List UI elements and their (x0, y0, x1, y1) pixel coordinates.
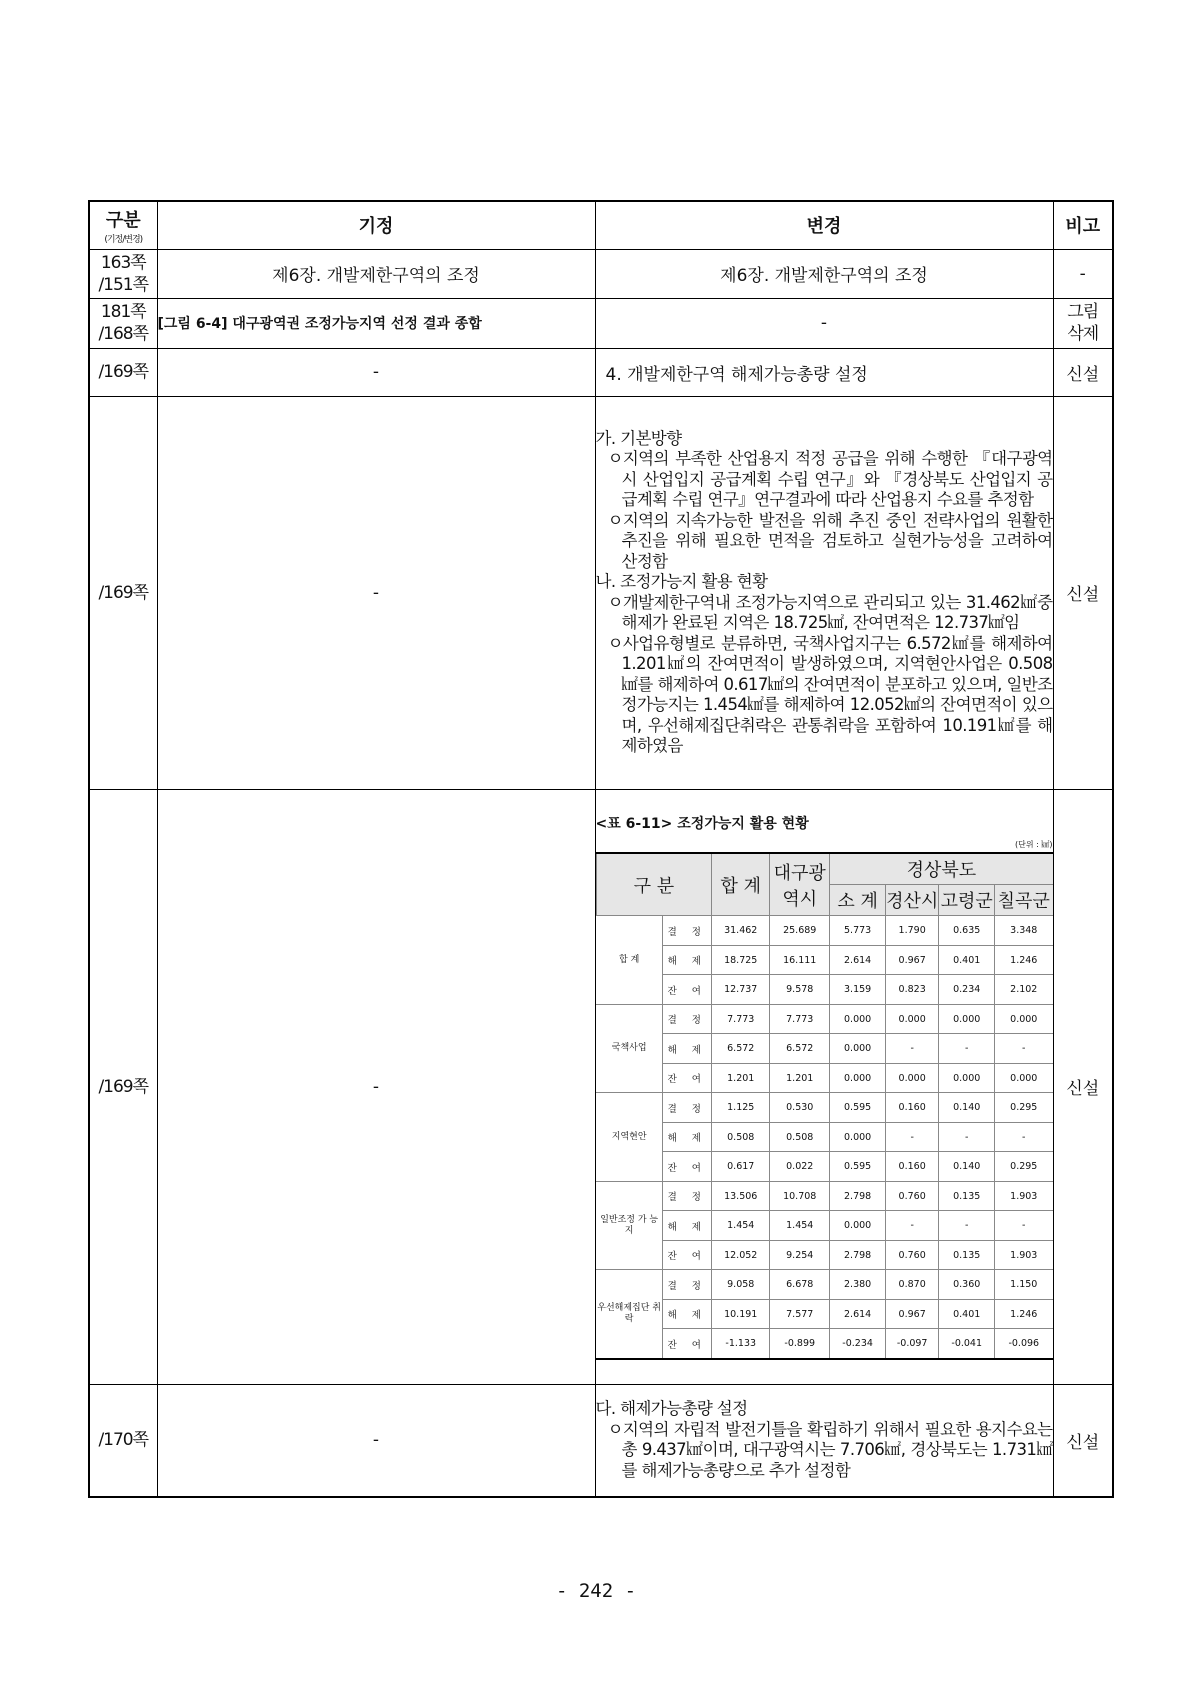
table-cell: 0.967 (885, 1299, 938, 1329)
table-row (596, 1093, 1053, 1123)
row-label: 결 정 (663, 916, 712, 946)
note-cell (1053, 298, 1113, 348)
table-cell: 0.234 (939, 975, 995, 1005)
table-cell: 0.360 (939, 1270, 995, 1300)
table-cell: -0.899 (770, 1329, 830, 1359)
row-label: 잔 여 (663, 975, 712, 1005)
table-row (596, 1181, 1053, 1211)
before-cell: - (157, 348, 595, 396)
table-cell: 12.052 (712, 1240, 770, 1270)
note-cell: 신설 (1053, 789, 1113, 1384)
table-cell: 0.135 (939, 1181, 995, 1211)
table-cell: 16.111 (770, 945, 830, 975)
table-cell: 1.454 (712, 1211, 770, 1241)
table-cell: 6.572 (712, 1034, 770, 1064)
table-cell: 0.295 (995, 1093, 1053, 1123)
table-cell: 0.000 (995, 1063, 1053, 1093)
table-row (596, 1329, 1053, 1359)
table-cell: 0.000 (939, 1063, 995, 1093)
table-cell: 1.125 (712, 1093, 770, 1123)
before-cell: 제6장. 개발제한구역의 조정 (157, 249, 595, 298)
table-cell: 1.150 (995, 1270, 1053, 1300)
note-cell: 신설 (1053, 396, 1113, 789)
row-label: 해 제 (663, 945, 712, 975)
section-heading: 다. 해제가능총량 설정 (595, 1399, 748, 1419)
row-label: 해 제 (663, 1034, 712, 1064)
table-cell: 0.760 (885, 1181, 938, 1211)
table-cell: 0.000 (995, 1004, 1053, 1034)
row-label: 해 제 (663, 1122, 712, 1152)
table-cell: 0.000 (939, 1004, 995, 1034)
table-cell: -1.133 (712, 1329, 770, 1359)
page-ref-after: /168쪽 (98, 324, 149, 344)
table-caption: <표 6-11> 조정가능지 활용 현황 (595, 816, 809, 833)
bullet-item: ㅇ개발제한구역내 조정가능지역으로 관리되고 있는 31.462㎢중 해제가 완료된 지역은 18.725㎢, 잔여면적은 12.737㎢임 (607, 592, 1053, 632)
note-line-1: 그림 (1067, 302, 1099, 322)
row-label: 결 정 (663, 1270, 712, 1300)
table-cell: - (995, 1211, 1053, 1241)
table-cell: - (939, 1034, 995, 1064)
table-cell: 3.159 (830, 975, 886, 1005)
head-daegu: 대구광역시 (770, 853, 830, 916)
row-label: 잔 여 (663, 1329, 712, 1359)
table-cell: 0.000 (830, 1004, 886, 1034)
group-label: 국책사업 (596, 1004, 663, 1093)
header-after: 변경 (595, 201, 1053, 249)
after-cell (595, 1384, 1053, 1497)
table-row (89, 298, 1113, 348)
table-row (596, 1034, 1053, 1064)
page-ref: /170쪽 (89, 1384, 157, 1497)
table-cell: 2.102 (995, 975, 1053, 1005)
head-gyeongbuk: 경상북도 (830, 853, 1053, 885)
table-cell: -0.234 (830, 1329, 886, 1359)
table-cell: 0.000 (885, 1063, 938, 1093)
table-cell: 0.508 (770, 1122, 830, 1152)
header-category-sub: (기정/변경) (104, 234, 143, 245)
table-cell: - (995, 1034, 1053, 1064)
group-label: 일반조정 가 능 지 (596, 1181, 663, 1270)
table-cell: 0.635 (939, 916, 995, 946)
bullet-item: ㅇ지역의 부족한 산업용지 적정 공급을 위해 수행한 『대구광역시 산업입지 공급계획 수립 연구』와 『경상북도 산업입지 공급계획 수립 연구』연구결과에 따라 산업용지 수요를 추정함 (607, 449, 1053, 509)
table-cell: 2.380 (830, 1270, 886, 1300)
table-cell: 2.614 (830, 945, 886, 975)
table-cell: 31.462 (712, 916, 770, 946)
page-ref: /169쪽 (89, 789, 157, 1384)
note-cell: - (1053, 249, 1113, 298)
table-row (596, 1004, 1053, 1034)
bullet-item: ㅇ사업유형별로 분류하면, 국책사업지구는 6.572㎢를 해제하여 1.201㎢의 잔여면적이 발생하였으며, 지역현안사업은 0.508㎢를 해제하여 0.617㎢의 잔여면적이 분포하고 있으며, 일반조정가능지는 1.454㎢를 해제하여 12.052㎢의 잔여면적이 있으며, 우선해제집단취락은 관통취락을 포함하여 10.191㎢를 해제하였음 (607, 633, 1053, 755)
page-ref-after: /151쪽 (98, 274, 149, 295)
table-cell: 0.595 (830, 1093, 886, 1123)
before-cell: - (157, 789, 595, 1384)
table-row (596, 945, 1053, 975)
table-row (89, 249, 1113, 298)
table-row (596, 1270, 1053, 1300)
table-cell: 1.246 (995, 945, 1053, 975)
table-cell: 2.614 (830, 1299, 886, 1329)
table-cell: 25.689 (770, 916, 830, 946)
group-label: 우선해제집단 취락 (596, 1270, 663, 1359)
amendment-table (88, 200, 1114, 1498)
table-cell: 9.254 (770, 1240, 830, 1270)
table-cell: 0.595 (830, 1152, 886, 1182)
table-row (89, 348, 1113, 396)
table-cell: 5.773 (830, 916, 886, 946)
table-cell: 9.578 (770, 975, 830, 1005)
table-cell: 0.000 (830, 1034, 886, 1064)
table-cell: 1.454 (770, 1211, 830, 1241)
table-cell: - (885, 1211, 938, 1241)
table-cell: 0.760 (885, 1240, 938, 1270)
table-row (596, 1122, 1053, 1152)
head-subtotal: 소 계 (830, 885, 886, 916)
group-label: 지역현안 (596, 1093, 663, 1182)
table-cell: 3.348 (995, 916, 1053, 946)
section-heading: 가. 기본방향 (595, 428, 682, 448)
after-cell: 4. 개발제한구역 해제가능총량 설정 (595, 348, 1053, 396)
table-row (89, 396, 1113, 789)
after-cell (595, 789, 1053, 1384)
table-cell: 0.870 (885, 1270, 938, 1300)
note-cell: 신설 (1053, 1384, 1113, 1497)
row-label: 해 제 (663, 1299, 712, 1329)
table-cell: 13.506 (712, 1181, 770, 1211)
table-cell: 0.823 (885, 975, 938, 1005)
row-label: 잔 여 (663, 1240, 712, 1270)
header-before: 기정 (157, 201, 595, 249)
after-cell: - (595, 298, 1053, 348)
header-category-label: 구분 (105, 209, 141, 231)
table-cell: 0.160 (885, 1093, 938, 1123)
table-cell: 7.773 (712, 1004, 770, 1034)
after-cell (595, 396, 1053, 789)
table-row (596, 1152, 1053, 1182)
head-chilgok: 칠곡군 (995, 885, 1053, 916)
table-cell: 1.903 (995, 1240, 1053, 1270)
table-row (596, 916, 1053, 946)
table-cell: -0.097 (885, 1329, 938, 1359)
header-category (89, 201, 157, 249)
table-cell: 10.708 (770, 1181, 830, 1211)
table-cell: 0.401 (939, 1299, 995, 1329)
table-cell: 2.798 (830, 1181, 886, 1211)
table-cell: 0.508 (712, 1122, 770, 1152)
row-label: 결 정 (663, 1181, 712, 1211)
table-cell: 12.737 (712, 975, 770, 1005)
table-cell: 6.678 (770, 1270, 830, 1300)
table-cell: - (995, 1122, 1053, 1152)
head-total: 합 계 (712, 853, 770, 916)
table-row (596, 1063, 1053, 1093)
header-row (89, 201, 1113, 249)
table-cell: 0.617 (712, 1152, 770, 1182)
before-cell: - (157, 1384, 595, 1497)
group-label: 합 계 (596, 916, 663, 1005)
table-cell: 0.140 (939, 1093, 995, 1123)
table-row (596, 975, 1053, 1005)
table-cell: -0.041 (939, 1329, 995, 1359)
row-label: 잔 여 (663, 1152, 712, 1182)
table-row (596, 1240, 1053, 1270)
before-cell: - (157, 396, 595, 789)
table-cell: 0.295 (995, 1152, 1053, 1182)
page-ref-before: 163쪽 (100, 252, 146, 273)
table-cell: 7.577 (770, 1299, 830, 1329)
table-unit: (단위 : ㎢) (1015, 840, 1053, 850)
table-cell: 1.201 (712, 1063, 770, 1093)
table-cell: 0.000 (885, 1004, 938, 1034)
row-label: 잔 여 (663, 1063, 712, 1093)
table-head-row (596, 853, 1053, 885)
table-row (89, 789, 1113, 1384)
row-label: 해 제 (663, 1211, 712, 1241)
table-cell: - (885, 1034, 938, 1064)
after-cell: 제6장. 개발제한구역의 조정 (595, 249, 1053, 298)
table-cell: 0.530 (770, 1093, 830, 1123)
table-row (596, 1299, 1053, 1329)
table-cell: 0.000 (830, 1211, 886, 1241)
page-ref: /169쪽 (89, 348, 157, 396)
page-ref (89, 249, 157, 298)
page-ref-before: 181쪽 (100, 302, 146, 322)
table-cell: 0.967 (885, 945, 938, 975)
table-cell: - (939, 1211, 995, 1241)
page-ref: /169쪽 (89, 396, 157, 789)
table-cell: 0.160 (885, 1152, 938, 1182)
table-cell: 0.135 (939, 1240, 995, 1270)
table-cell: -0.096 (995, 1329, 1053, 1359)
note-cell: 신설 (1053, 348, 1113, 396)
table-cell: 7.773 (770, 1004, 830, 1034)
table-cell: - (939, 1122, 995, 1152)
page-number: - 242 - (555, 1580, 637, 1602)
table-cell: 10.191 (712, 1299, 770, 1329)
table-body (596, 916, 1053, 1359)
before-cell: [그림 6-4] 대구광역권 조정가능지역 선정 결과 종합 (157, 298, 595, 348)
table-cell: - (885, 1122, 938, 1152)
head-goryeong: 고령군 (939, 885, 995, 916)
table-cell: 2.798 (830, 1240, 886, 1270)
header-note: 비고 (1053, 201, 1113, 249)
table-cell: 0.401 (939, 945, 995, 975)
table-cell: 1.903 (995, 1181, 1053, 1211)
table-cell: 18.725 (712, 945, 770, 975)
head-gubun: 구 분 (596, 853, 712, 916)
section-heading: 나. 조정가능지 활용 현황 (595, 572, 768, 591)
row-label: 결 정 (663, 1004, 712, 1034)
table-cell: 0.140 (939, 1152, 995, 1182)
table-row (596, 1211, 1053, 1241)
head-gyeongsan: 경산시 (885, 885, 938, 916)
note-line-2: 삭제 (1067, 324, 1099, 344)
table-cell: 1.246 (995, 1299, 1053, 1329)
table-cell: 1.201 (770, 1063, 830, 1093)
bullet-item: ㅇ지역의 자립적 발전기틀을 확립하기 위해서 필요한 용지수요는 총 9.437㎢이며, 대구광역시는 7.706㎢, 경상북도는 1.731㎢를 해제가능총량으로 추가 설정함 (607, 1419, 1053, 1480)
table-cell: 0.022 (770, 1152, 830, 1182)
table-cell: 6.572 (770, 1034, 830, 1064)
usage-status-table (596, 852, 1053, 1360)
table-cell: 9.058 (712, 1270, 770, 1300)
table-cell: 0.000 (830, 1122, 886, 1152)
table-cell: 1.790 (885, 916, 938, 946)
page-ref (89, 298, 157, 348)
bullet-item: ㅇ지역의 지속가능한 발전을 위해 추진 중인 전략사업의 원활한 추진을 위해 필요한 면적을 검토하고 실현가능성을 고려하여 산정함 (607, 510, 1053, 571)
table-row (89, 1384, 1113, 1497)
table-cell: 0.000 (830, 1063, 886, 1093)
row-label: 결 정 (663, 1093, 712, 1123)
